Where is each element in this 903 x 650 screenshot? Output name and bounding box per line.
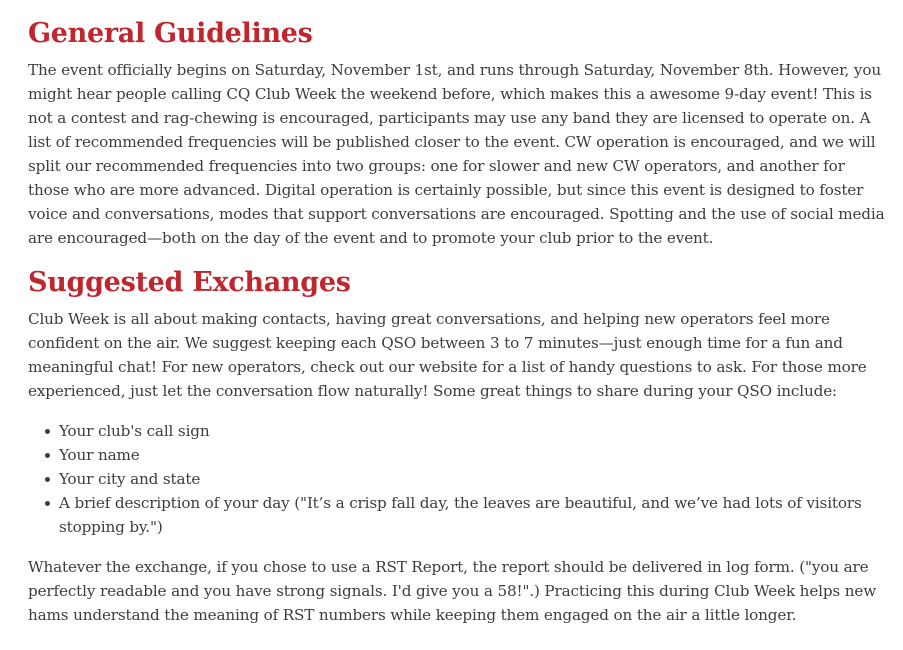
section-heading-general-guidelines: General Guidelines — [28, 18, 313, 49]
list-item-text: A brief description of your day ("It’s a crisp fall day, the leaves are beautiful, and we’ve had lots of visitors stopping by.") — [59, 494, 862, 536]
section-heading-suggested-exchanges: Suggested Exchanges — [28, 267, 351, 298]
list-item-text: Your club's call sign — [59, 422, 210, 440]
bullet-icon — [45, 429, 50, 434]
qso-share-list — [28, 419, 888, 539]
rst-report-paragraph: Whatever the exchange, if you chose to use a RST Report, the report should be delivered in log form. ("you are perfectly readable and you have strong signals. I'd give you a 58!".) Practicing this during Club Week helps new hams understand the meaning of RST numbers while keeping them engaged on the air a little longer. — [28, 558, 877, 624]
bullet-icon — [45, 501, 50, 506]
list-item-text: Your city and state — [59, 470, 201, 488]
general-guidelines-paragraph: The event officially begins on Saturday, November 1st, and runs through Saturday, November 8th. However, you might hear people calling CQ Club Week the weekend before, which makes this a awesome 9-day event! This is not a contest and rag-chewing is encouraged, participants may use any band they are licensed to operate on. A list of recommended frequencies will be published closer to the event. CW operation is encouraged, and we will split our recommended frequencies into two groups: one for slower and new CW operators, and another for those who are more advanced. Digital operation is certainly possible, but since this event is designed to foster voice and conversations, modes that support conversations are encouraged. Spotting and the use of social media are encouraged—both on the day of the event and to promote your club prior to the event. — [28, 61, 885, 247]
suggested-exchanges-intro: Club Week is all about making contacts, having great conversations, and helping new operators feel more confident on the air. We suggest keeping each QSO between 3 to 7 minutes—just enough time for a fun and meaningful chat! For new operators, check out our website for a list of handy questions to ask. For those more experienced, just let the conversation flow naturally! Some great things to share during your QSO include: — [28, 310, 867, 400]
bullet-icon — [45, 477, 50, 482]
bullet-icon — [45, 453, 50, 458]
list-item-text: Your name — [59, 446, 140, 464]
list-item — [59, 419, 888, 443]
list-item — [59, 491, 888, 539]
list-item — [59, 467, 888, 491]
list-item — [59, 443, 888, 467]
